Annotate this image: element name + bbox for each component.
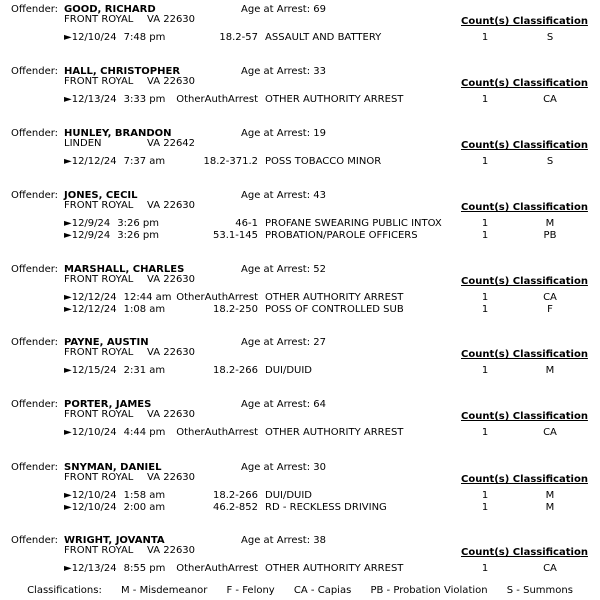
legend-item-capias: CA - Capias xyxy=(293,585,352,596)
charge-count: 1 xyxy=(481,563,489,574)
age-at-arrest xyxy=(241,4,326,15)
charge-count: 1 xyxy=(481,230,489,241)
offender-state-zip: VA 22630 xyxy=(147,545,196,556)
charge-datetime: ►12/15/24 2:31 am xyxy=(64,365,166,376)
offender-state-zip: VA 22630 xyxy=(147,274,196,285)
offender-city: FRONT ROYAL xyxy=(64,409,134,420)
charge-row xyxy=(0,218,600,230)
charge-time: 2:31 am xyxy=(123,365,166,376)
count-classification-header: Count(s) Classification xyxy=(461,547,588,558)
charge-row xyxy=(0,292,600,304)
age-at-arrest xyxy=(241,462,326,473)
age-label: Age at Arrest: xyxy=(241,535,311,546)
charge-description: OTHER AUTHORITY ARREST xyxy=(265,94,404,105)
offender-city: FRONT ROYAL xyxy=(64,347,134,358)
charge-time: 3:33 pm xyxy=(123,94,166,105)
legend-item-felony: F - Felony xyxy=(226,585,275,596)
charge-date: 12/9/24 xyxy=(71,218,111,229)
offender-city: FRONT ROYAL xyxy=(64,545,134,556)
age-value: 38 xyxy=(313,535,326,546)
charge-code: OtherAuthArrest xyxy=(176,427,258,438)
charge-row xyxy=(0,563,600,575)
charge-date: 12/12/24 xyxy=(71,292,117,303)
offender-state-zip: VA 22630 xyxy=(147,14,196,25)
offender-city: FRONT ROYAL xyxy=(64,472,134,483)
age-at-arrest xyxy=(241,337,326,348)
charge-count: 1 xyxy=(481,156,489,167)
charge-classification: M xyxy=(545,365,555,376)
charge-row xyxy=(0,490,600,502)
charge-time: 12:44 am xyxy=(123,292,172,303)
charge-code: 18.2-57 xyxy=(219,32,258,43)
charge-date: 12/10/24 xyxy=(71,502,117,513)
offender-name: GOOD, RICHARD xyxy=(64,4,156,15)
age-value: 27 xyxy=(313,337,326,348)
age-value: 64 xyxy=(313,399,326,410)
charge-datetime: ►12/9/24 3:26 pm xyxy=(64,218,159,229)
charge-row xyxy=(0,502,600,514)
charge-row xyxy=(0,156,600,168)
offender-label: Offender: xyxy=(11,399,59,410)
charge-date: 12/13/24 xyxy=(71,563,117,574)
charge-time: 3:26 pm xyxy=(117,230,159,241)
offender-name: HUNLEY, BRANDON xyxy=(64,128,172,139)
charge-description: OTHER AUTHORITY ARREST xyxy=(265,427,404,438)
age-label: Age at Arrest: xyxy=(241,264,311,275)
charge-time: 8:55 pm xyxy=(123,563,166,574)
offender-state-zip: VA 22630 xyxy=(147,472,196,483)
offender-name: PORTER, JAMES xyxy=(64,399,152,410)
offender-label: Offender: xyxy=(11,128,59,139)
charge-date: 12/10/24 xyxy=(71,427,117,438)
charge-count: 1 xyxy=(481,365,489,376)
charge-row xyxy=(0,94,600,106)
offender-label: Offender: xyxy=(11,4,59,15)
offender-record xyxy=(0,128,600,188)
offender-record xyxy=(0,462,600,522)
offender-name: SNYMAN, DANIEL xyxy=(64,462,162,473)
charge-date: 12/13/24 xyxy=(71,94,117,105)
offender-record xyxy=(0,399,600,459)
offender-label: Offender: xyxy=(11,462,59,473)
charge-code: OtherAuthArrest xyxy=(176,292,258,303)
charge-description: PROBATION/PAROLE OFFICERS xyxy=(265,230,418,241)
offender-label: Offender: xyxy=(11,66,59,77)
charge-count: 1 xyxy=(481,427,489,438)
legend-item-probation-violation: PB - Probation Violation xyxy=(370,585,488,596)
charge-description: ASSAULT AND BATTERY xyxy=(265,32,382,43)
charge-description: DUI/DUID xyxy=(265,490,313,501)
charge-row xyxy=(0,427,600,439)
offender-city: FRONT ROYAL xyxy=(64,200,134,211)
charge-datetime: ►12/12/24 7:37 am xyxy=(64,156,166,167)
charge-time: 2:00 am xyxy=(123,502,166,513)
charge-code: 46-1 xyxy=(235,218,258,229)
charge-count: 1 xyxy=(481,292,489,303)
offender-name: MARSHALL, CHARLES xyxy=(64,264,185,275)
offender-label: Offender: xyxy=(11,190,59,201)
count-classification-header: Count(s) Classification xyxy=(461,16,588,27)
charge-date: 12/10/24 xyxy=(71,32,117,43)
charge-date: 12/9/24 xyxy=(71,230,111,241)
age-label: Age at Arrest: xyxy=(241,190,311,201)
charge-datetime: ►12/10/24 1:58 am xyxy=(64,490,166,501)
charge-code: 18.2-266 xyxy=(213,490,258,501)
charge-classification: M xyxy=(545,218,555,229)
age-value: 30 xyxy=(313,462,326,473)
offender-name: JONES, CECIL xyxy=(64,190,138,201)
age-value: 43 xyxy=(313,190,326,201)
count-classification-header: Count(s) Classification xyxy=(461,78,588,89)
legend-item-misdemeanor: M - Misdemeanor xyxy=(121,585,208,596)
charge-classification: M xyxy=(545,490,555,501)
offender-label: Offender: xyxy=(11,535,59,546)
charge-time: 7:37 am xyxy=(123,156,166,167)
offender-name: PAYNE, AUSTIN xyxy=(64,337,149,348)
age-label: Age at Arrest: xyxy=(241,337,311,348)
count-classification-header: Count(s) Classification xyxy=(461,349,588,360)
age-at-arrest xyxy=(241,190,326,201)
charge-classification: CA xyxy=(543,94,557,105)
charge-classification: CA xyxy=(543,427,557,438)
charge-count: 1 xyxy=(481,304,489,315)
charge-code: OtherAuthArrest xyxy=(176,94,258,105)
charge-classification: CA xyxy=(543,292,557,303)
charge-row xyxy=(0,230,600,242)
count-classification-header: Count(s) Classification xyxy=(461,474,588,485)
charge-datetime: ►12/10/24 7:48 pm xyxy=(64,32,166,43)
legend-item-summons: S - Summons xyxy=(506,585,573,596)
offender-city: FRONT ROYAL xyxy=(64,14,134,25)
charge-date: 12/12/24 xyxy=(71,304,117,315)
offender-city: LINDEN xyxy=(64,138,102,149)
charge-classification: F xyxy=(547,304,553,315)
charge-description: POSS TOBACCO MINOR xyxy=(265,156,382,167)
charge-datetime: ►12/9/24 3:26 pm xyxy=(64,230,159,241)
offender-city: FRONT ROYAL xyxy=(64,76,134,87)
offender-state-zip: VA 22630 xyxy=(147,76,196,87)
offender-state-zip: VA 22630 xyxy=(147,200,196,211)
charge-count: 1 xyxy=(481,32,489,43)
age-value: 52 xyxy=(313,264,326,275)
age-label: Age at Arrest: xyxy=(241,4,311,15)
offender-name: WRIGHT, JOVANTA xyxy=(64,535,165,546)
charge-code: OtherAuthArrest xyxy=(176,563,258,574)
charge-description: RD - RECKLESS DRIVING xyxy=(265,502,387,513)
age-value: 69 xyxy=(313,4,326,15)
charge-code: 18.2-371.2 xyxy=(203,156,258,167)
count-classification-header: Count(s) Classification xyxy=(461,276,588,287)
age-at-arrest xyxy=(241,264,326,275)
age-label: Age at Arrest: xyxy=(241,462,311,473)
charge-code: 53.1-145 xyxy=(213,230,258,241)
charge-count: 1 xyxy=(481,94,489,105)
charge-count: 1 xyxy=(481,218,489,229)
offender-record xyxy=(0,264,600,324)
age-at-arrest xyxy=(241,399,326,410)
charge-description: POSS OF CONTROLLED SUB xyxy=(265,304,404,315)
age-at-arrest xyxy=(241,128,326,139)
charge-row xyxy=(0,304,600,316)
charge-datetime: ►12/12/24 1:08 am xyxy=(64,304,166,315)
count-classification-header: Count(s) Classification xyxy=(461,411,588,422)
charge-row xyxy=(0,32,600,44)
age-label: Age at Arrest: xyxy=(241,66,311,77)
charge-date: 12/15/24 xyxy=(71,365,117,376)
charge-code: 46.2-852 xyxy=(213,502,258,513)
charge-count: 1 xyxy=(481,502,489,513)
charge-datetime: ►12/10/24 4:44 pm xyxy=(64,427,166,438)
offender-record xyxy=(0,66,600,126)
charge-classification: S xyxy=(546,156,554,167)
offender-record xyxy=(0,337,600,397)
offender-state-zip: VA 22630 xyxy=(147,347,196,358)
charge-datetime: ►12/13/24 8:55 pm xyxy=(64,563,166,574)
age-label: Age at Arrest: xyxy=(241,399,311,410)
charge-description: OTHER AUTHORITY ARREST xyxy=(265,563,404,574)
charge-time: 3:26 pm xyxy=(117,218,159,229)
charge-count: 1 xyxy=(481,490,489,501)
charge-datetime: ►12/13/24 3:33 pm xyxy=(64,94,166,105)
charge-date: 12/10/24 xyxy=(71,490,117,501)
charge-description: OTHER AUTHORITY ARREST xyxy=(265,292,404,303)
offender-record xyxy=(0,4,600,64)
age-at-arrest xyxy=(241,66,326,77)
charge-time: 1:58 am xyxy=(123,490,166,501)
count-classification-header: Count(s) Classification xyxy=(461,140,588,151)
offender-state-zip: VA 22642 xyxy=(147,138,196,149)
offender-state-zip: VA 22630 xyxy=(147,409,196,420)
age-value: 19 xyxy=(313,128,326,139)
offender-label: Offender: xyxy=(11,337,59,348)
offender-city: FRONT ROYAL xyxy=(64,274,134,285)
charge-datetime: ►12/10/24 2:00 am xyxy=(64,502,166,513)
count-classification-header: Count(s) Classification xyxy=(461,202,588,213)
charge-row xyxy=(0,365,600,377)
charge-description: DUI/DUID xyxy=(265,365,313,376)
charge-code: 18.2-250 xyxy=(213,304,258,315)
charge-time: 7:48 pm xyxy=(123,32,166,43)
age-label: Age at Arrest: xyxy=(241,128,311,139)
charge-classification: CA xyxy=(543,563,557,574)
offender-record xyxy=(0,190,600,250)
charge-classification: M xyxy=(545,502,555,513)
age-value: 33 xyxy=(313,66,326,77)
charge-description: PROFANE SWEARING PUBLIC INTOX xyxy=(265,218,442,229)
age-at-arrest xyxy=(241,535,326,546)
offender-label: Offender: xyxy=(11,264,59,275)
charge-time: 1:08 am xyxy=(123,304,166,315)
charge-time: 4:44 pm xyxy=(123,427,166,438)
charge-date: 12/12/24 xyxy=(71,156,117,167)
charge-classification: S xyxy=(546,32,554,43)
charge-datetime: ►12/12/24 12:44 am xyxy=(64,292,172,303)
charge-classification: PB xyxy=(543,230,557,241)
classification-legend xyxy=(0,585,600,596)
legend-label: Classifications: xyxy=(27,585,102,596)
charge-code: 18.2-266 xyxy=(213,365,258,376)
offender-name: HALL, CHRISTOPHER xyxy=(64,66,181,77)
